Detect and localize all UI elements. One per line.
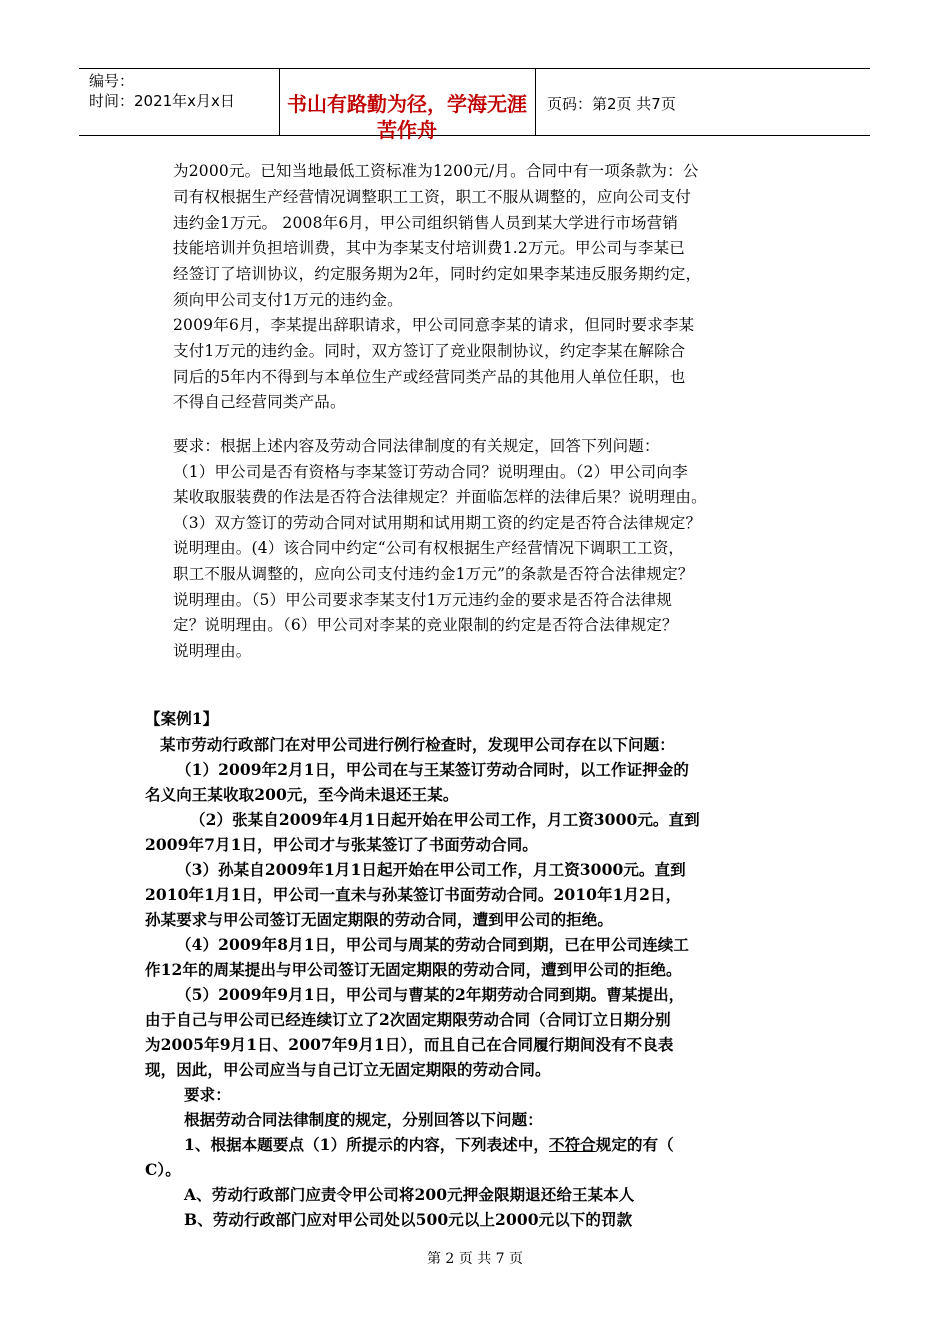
case-line: 孙某要求与甲公司签订无固定期限的劳动合同，遭到甲公司的拒绝。 (145, 910, 614, 929)
case-line: 为2005年9月1日、2007年9月1日），而且自己在合同履行期间没有不良表 (145, 1035, 674, 1054)
case-line: 名义向王某收取200元，至今尚未退还王某。 (145, 785, 459, 804)
case-title: 【案例1】 (145, 709, 219, 728)
requirement-line: 说明理由。（5）甲公司要求李某支付1万元违约金的要求是否符合法律规 (173, 591, 673, 609)
question-1-text: 1、根据本题要点（1）所提示的内容，下列表述中， (184, 1135, 549, 1154)
case-line: 现，因此，甲公司应当与自己订立无固定期限的劳动合同。 (145, 1060, 551, 1079)
header-time: 时间：2021年x月x日 (89, 92, 235, 110)
body-line: 支付1万元的违约金。同时，双方签订了竞业限制协议，约定李某在解除合 (173, 342, 686, 360)
case-requirement-label: 要求： (184, 1085, 231, 1104)
body-line: 不得自己经营同类产品。 (173, 393, 346, 411)
body-line: 同后的5年内不得到与本单位生产或经营同类产品的其他用人单位任职，也 (173, 368, 686, 386)
requirement-line: （1）甲公司是否有资格与李某签订劳动合同？说明理由。（2）甲公司向李 (173, 463, 688, 481)
body-line: 违约金1万元。 2008年6月，甲公司组织销售人员到某大学进行市场营销 (173, 214, 679, 232)
question-1-tail: 规定的有（ (595, 1135, 674, 1154)
case-line: （2）张某自2009年4月1日起开始在甲公司工作，月工资3000元。直到 (190, 810, 700, 829)
body-line: 为2000元。已知当地最低工资标准为1200元/月。合同中有一项条款为：公 (173, 162, 699, 180)
body-line: 2009年6月，李某提出辞职请求，甲公司同意李某的请求，但同时要求李某 (173, 316, 695, 334)
case-line: 2009年7月1日，甲公司才与张某签订了书面劳动合同。 (145, 835, 538, 854)
page-header (79, 68, 870, 142)
body-line: 司有权根据生产经营情况调整职工工资，职工不服从调整的，应向公司支付 (173, 188, 692, 206)
case-line: 根据劳动合同法律制度的规定，分别回答以下问题： (184, 1110, 543, 1129)
header-number: 编号： (89, 72, 135, 90)
requirement-line: 定？说明理由。（6）甲公司对李某的竞业限制的约定是否符合法律规定？ (173, 616, 678, 634)
question-1-answer: C）。 (145, 1160, 181, 1179)
header-motto: 书山有路勤为径，学海无涯苦作舟 (287, 92, 527, 142)
requirement-line: 某收取服装费的作法是否符合法律规定？并面临怎样的法律后果？说明理由。 (173, 488, 707, 506)
case-line: （5）2009年9月1日，甲公司与曹某的2年期劳动合同到期。曹某提出， (176, 985, 685, 1004)
body-line: 须向甲公司支付1万元的违约金。 (173, 291, 403, 309)
requirement-line: 要求：根据上述内容及劳动合同法律制度的有关规定，回答下列问题： (173, 437, 660, 455)
case-line: （3）孙某自2009年1月1日起开始在甲公司工作，月工资3000元。直到 (176, 860, 686, 879)
case-line: （4）2009年8月1日，甲公司与周某的劳动合同到期，已在甲公司连续工 (176, 935, 689, 954)
requirement-line: 职工不服从调整的，应向公司支付违约金1万元”的条款是否符合法律规定？ (173, 565, 694, 583)
requirement-line: 说明理由。(4）该合同中约定“公司有权根据生产经营情况下调职工工资， (173, 539, 685, 557)
option-b: B、劳动行政部门应对甲公司处以500元以上2000元以下的罚款 (184, 1210, 633, 1229)
header-meta-cell (79, 69, 280, 135)
case-line: 由于自己与甲公司已经连续订立了2次固定期限劳动合同（合同订立日期分别 (145, 1010, 671, 1029)
question-1-emphasis: 不符合 (548, 1135, 596, 1154)
header-page-cell (535, 69, 870, 135)
case-line: 作12年的周某提出与甲公司签订无固定期限的劳动合同，遭到甲公司的拒绝。 (145, 960, 682, 979)
option-a: A、劳动行政部门应责令甲公司将200元押金限期退还给王某本人 (184, 1185, 635, 1204)
case-line: 2010年1月1日，甲公司一直未与孙某签订书面劳动合同。2010年1月2日， (145, 885, 682, 904)
case-line: 某市劳动行政部门在对甲公司进行例行检查时，发现甲公司存在以下问题： (160, 735, 675, 754)
header-page-number: 页码：第2页 共7页 (547, 95, 676, 113)
requirement-line: （3）双方签订的劳动合同对试用期和试用期工资的约定是否符合法律规定？ (173, 514, 702, 532)
page-footer: 第 2 页 共 7 页 (426, 1251, 524, 1267)
question-1-line (184, 1133, 674, 1157)
body-line: 技能培训并负担培训费，其中为李某支付培训费1.2万元。甲公司与李某已 (173, 239, 685, 257)
body-line: 经签订了培训协议，约定服务期为2年，同时约定如果李某违反服务期约定， (173, 265, 702, 283)
requirement-line: 说明理由。 (173, 642, 252, 660)
header-motto-cell (279, 69, 536, 142)
case-line: （1）2009年2月1日，甲公司在与王某签订劳动合同时，以工作证押金的 (176, 760, 689, 779)
